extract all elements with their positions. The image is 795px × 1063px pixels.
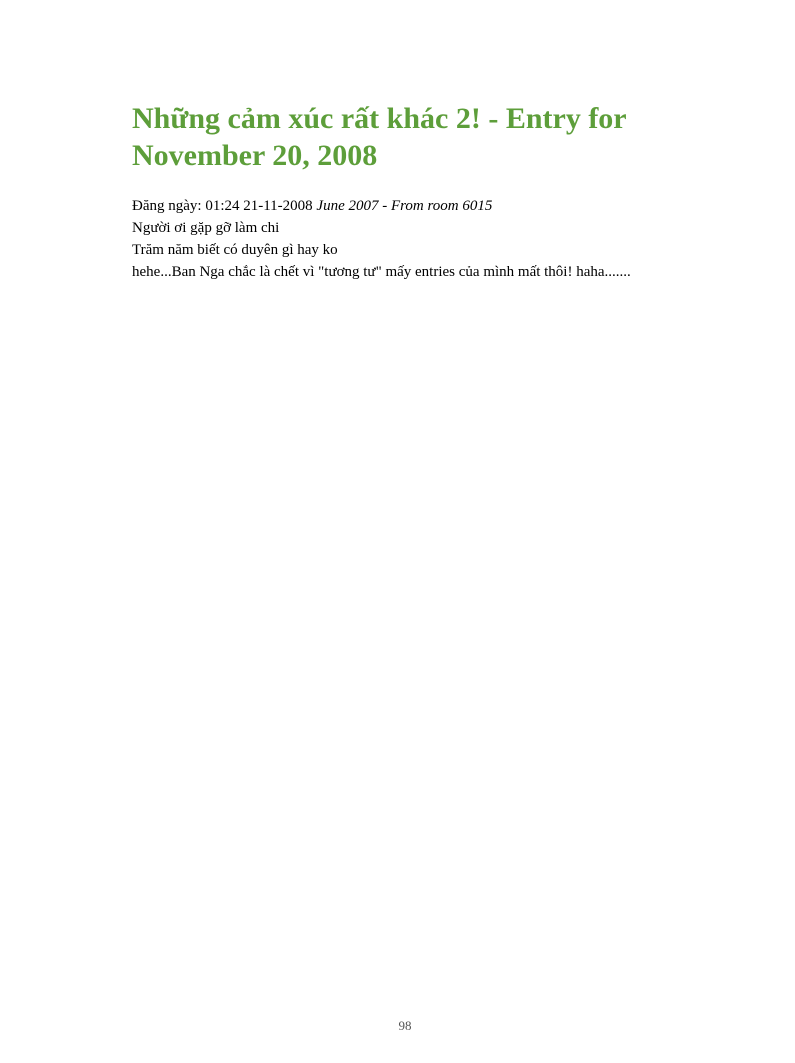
poem-line-2: Trăm năm biết có duyên gì hay ko xyxy=(132,242,338,258)
poem-line-1: Người ơi gặp gỡ làm chi xyxy=(132,220,280,236)
entry-meta xyxy=(132,195,662,217)
posted-date: Đăng ngày: 01:24 21-11-2008 xyxy=(132,198,317,214)
page-number: 98 xyxy=(398,1018,412,1033)
posted-location: June 2007 - From room 6015 xyxy=(316,198,493,214)
entry-title: Những cảm xúc rất khác 2! - Entry for November 20, 2008 xyxy=(132,102,627,172)
entry-body xyxy=(132,195,662,283)
entry-paragraph: hehe...Ban Nga chắc là chết vì "tương tư" mấy entries của mình mất thôi! haha....... xyxy=(132,264,631,280)
